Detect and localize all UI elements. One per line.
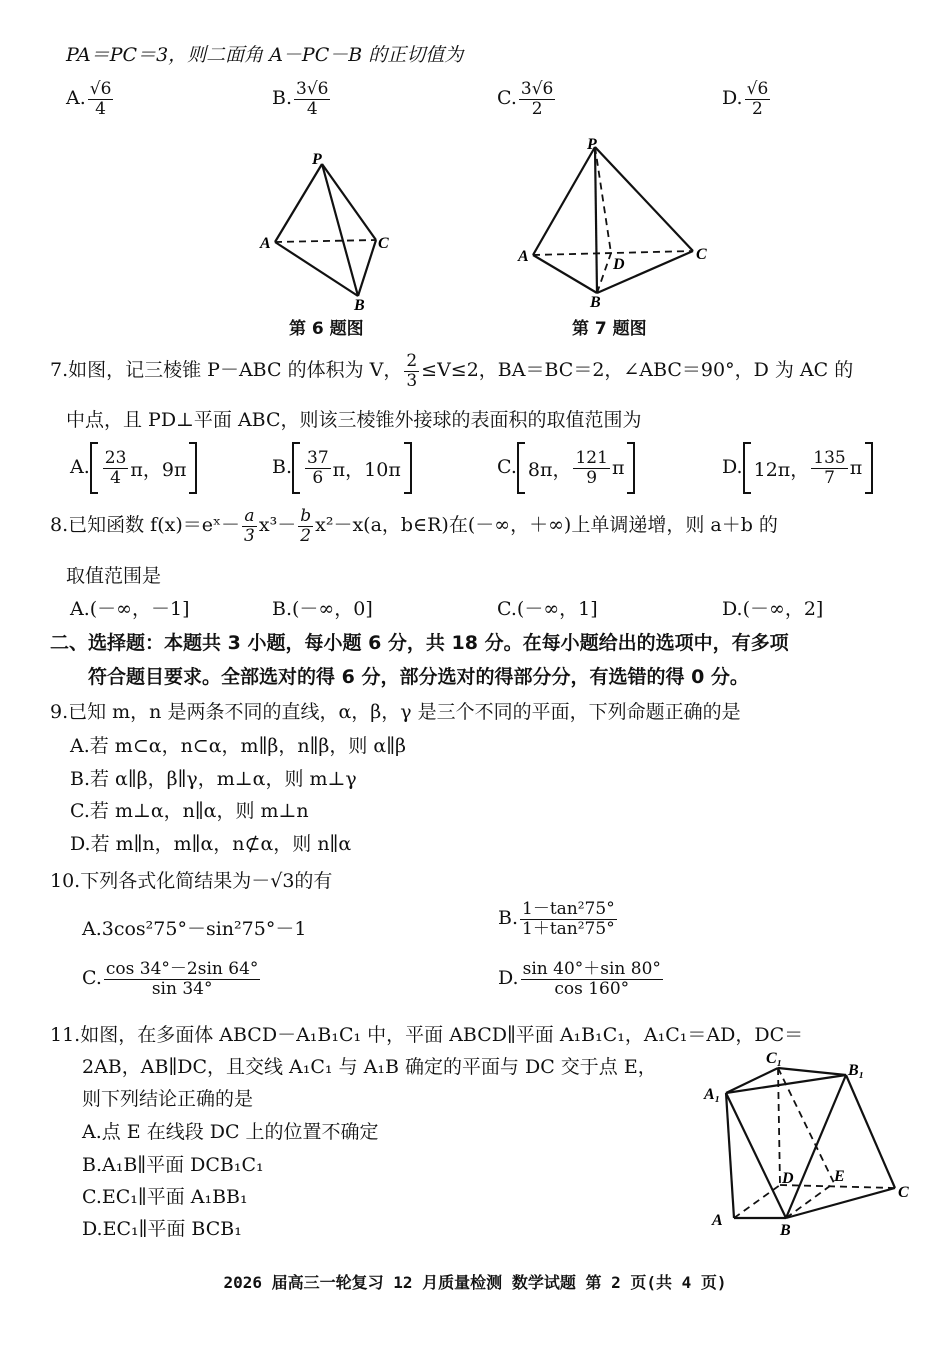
q7-line1: 7.如图，记三棱锥 P－ABC 的体积为 V， $\frac{2}{3}$ ≤V≤2，BA＝BC＝2，∠ABC＝90°，D 为 AC 的 [50, 351, 854, 391]
interval-mid: π [849, 457, 863, 479]
denominator: 9 [586, 467, 598, 488]
left-bracket [517, 442, 525, 494]
q6-option-b [272, 80, 332, 118]
q7-line2: 中点，且 PD⊥平面 ABC，则该三棱锥外接球的表面积的取值范围为 [66, 409, 642, 431]
right-bracket [627, 442, 635, 494]
fig7-label-a: A [518, 248, 529, 265]
numerator: 37 [307, 447, 329, 468]
denominator: 7 [824, 467, 835, 488]
fig7-label-d: D [613, 256, 625, 273]
interval-fraction [305, 449, 331, 487]
q10-option-b: B. $\frac{\text{1－tan²75°}}{\text{1＋tan²75°}}$ [498, 899, 615, 939]
option-fraction [745, 80, 771, 118]
interval [292, 442, 412, 494]
interval-mid: π，9π [130, 458, 187, 481]
interval-pre: 12π， [753, 458, 810, 481]
fig11-label-b: B [780, 1222, 791, 1239]
numerator: 3√6 [520, 79, 554, 99]
fig11-label-a: A [712, 1212, 723, 1229]
fig7-caption: 第 7 题图 [572, 319, 647, 339]
interval-fraction [103, 449, 129, 487]
interval-pre: 8π， [527, 458, 572, 481]
fig11-label-b1: B₁ [848, 1062, 865, 1079]
numerator: √6 [746, 79, 769, 99]
option-letter: C. [497, 87, 517, 110]
right-bracket [189, 442, 197, 494]
interval-fraction [811, 449, 847, 487]
denominator: 4 [110, 467, 121, 488]
fig6-label-p: P [312, 151, 322, 168]
q8-option-a: A.(－∞，－1] [70, 598, 190, 620]
option-letter: A. [70, 456, 90, 478]
interval-mid: π，10π [332, 458, 401, 481]
q10-option-c: C. $\frac{\cos 34^\circ-2\sin 64^\circ}{\sin 34^\circ}$ [82, 959, 259, 999]
q6-option-c [497, 80, 557, 118]
q8-option-b: B.(－∞，0] [272, 598, 373, 620]
q11-option-c: C.EC₁∥平面 A₁BB₁ [82, 1186, 248, 1208]
q7-option-c [497, 442, 635, 494]
right-bracket [865, 442, 873, 494]
denominator: 2 [531, 98, 543, 119]
option-fraction [88, 80, 114, 118]
figure-11 [700, 1045, 925, 1240]
q8-line1: 8.已知函数 f(x)＝eˣ－ $\frac{a}{3}$ x³－ $\frac{b}{2}$ x²－x(a，b∈R)在(－∞，＋∞)上单调递增，则 a＋b 的 [50, 506, 778, 546]
q9-option-c: C.若 m⊥α，n∥α，则 m⊥n [70, 800, 309, 822]
q10-option-a: A.3cos²75°－sin²75°－1 [82, 918, 307, 940]
q11-option-b: B.A₁B∥平面 DCB₁C₁ [82, 1154, 264, 1176]
q8-line2: 取值范围是 [66, 565, 162, 587]
numerator: 3√6 [296, 79, 329, 99]
q6-option-d [722, 80, 772, 118]
q11-option-d: D.EC₁∥平面 BCB₁ [82, 1218, 242, 1240]
numerator: 135 [813, 447, 846, 468]
denominator: 4 [306, 98, 318, 119]
q11-option-a: A.点 E 在线段 DC 上的位置不确定 [82, 1121, 379, 1143]
fig6-label-a: A [260, 235, 271, 252]
fig11-label-c: C [898, 1184, 909, 1201]
q11-line1: 11.如图，在多面体 ABCD－A₁B₁C₁ 中，平面 ABCD∥平面 A₁B₁C₁，A₁C₁＝AD，DC＝ [50, 1024, 804, 1046]
left-bracket [292, 442, 300, 494]
figure-6 [250, 150, 410, 315]
q10-option-d: D. $\frac{\sin 40^\circ+\sin 80^\circ}{\cos 160^\circ}$ [498, 959, 661, 999]
fig11-label-e: E [834, 1168, 845, 1185]
denominator: 2 [752, 98, 763, 119]
interval [90, 442, 198, 494]
q6-stem-tail: PA＝PC＝3，则二面角 A－PC－B 的正切值为 [66, 44, 464, 66]
section2-line2: 符合题目要求。全部选对的得 6 分，部分选对的得部分分，有选错的得 0 分。 [88, 666, 749, 688]
q9-option-b: B.若 α∥β，β∥γ，m⊥α，则 m⊥γ [70, 768, 357, 790]
q9-option-a: A.若 m⊂α，n⊂α，m∥β，n∥β，则 α∥β [70, 735, 406, 757]
fig7-label-c: C [696, 246, 707, 263]
interval-mid: π [611, 457, 625, 479]
q10-stem: 10.下列各式化简结果为－√3的有 [50, 870, 333, 892]
page-footer: 2026 届高三一轮复习 12 月质量检测 数学试题 第 2 页(共 4 页) [223, 1273, 727, 1292]
numerator: √6 [89, 79, 112, 99]
q9-stem: 9.已知 m，n 是两条不同的直线，α，β，γ 是三个不同的平面，下列命题正确的是 [50, 701, 741, 723]
section2-line1: 二、选择题：本题共 3 小题，每小题 6 分，共 18 分。在每小题给出的选项中，有多项 [50, 632, 789, 654]
option-letter: A. [66, 87, 86, 110]
fig11-label-a1: A₁ [704, 1086, 721, 1103]
option-letter: B. [272, 456, 293, 478]
numerator: 121 [575, 447, 608, 468]
q7-option-d [722, 442, 873, 494]
option-letter: C. [497, 456, 517, 478]
q8-option-c: C.(－∞，1] [497, 598, 598, 620]
q8-option-d: D.(－∞，2] [722, 598, 824, 620]
denominator: 4 [95, 98, 106, 119]
q11-line2: 2AB，AB∥DC，且交线 A₁C₁ 与 A₁B 确定的平面与 DC 交于点 E， [82, 1056, 657, 1078]
fig11-label-c1: C₁ [766, 1050, 783, 1067]
option-letter: D. [722, 456, 743, 478]
figure-7 [515, 135, 715, 315]
denominator: 6 [312, 467, 324, 488]
numerator: 23 [104, 447, 127, 468]
interval [743, 442, 874, 494]
interval-fraction [573, 449, 609, 487]
left-bracket [743, 442, 751, 494]
q9-option-d: D.若 m∥n，m∥α，n⊄α，则 n∥α [70, 833, 352, 855]
fig6-label-c: C [378, 235, 389, 252]
fig7-label-p: P [587, 136, 597, 153]
fig11-label-d: D [782, 1170, 794, 1187]
option-fraction [294, 80, 330, 118]
q11-line3: 则下列结论正确的是 [82, 1088, 254, 1110]
q6-option-a [66, 80, 115, 118]
q7-option-a [70, 442, 197, 494]
fig7-label-b: B [590, 294, 601, 311]
right-bracket [404, 442, 412, 494]
option-letter: D. [722, 87, 743, 110]
left-bracket [90, 442, 98, 494]
option-letter: B. [272, 87, 293, 110]
option-fraction [519, 80, 555, 118]
fig6-label-b: B [354, 297, 365, 314]
q7-option-b [272, 442, 412, 494]
interval [517, 442, 636, 494]
fig6-caption: 第 6 题图 [289, 319, 364, 339]
